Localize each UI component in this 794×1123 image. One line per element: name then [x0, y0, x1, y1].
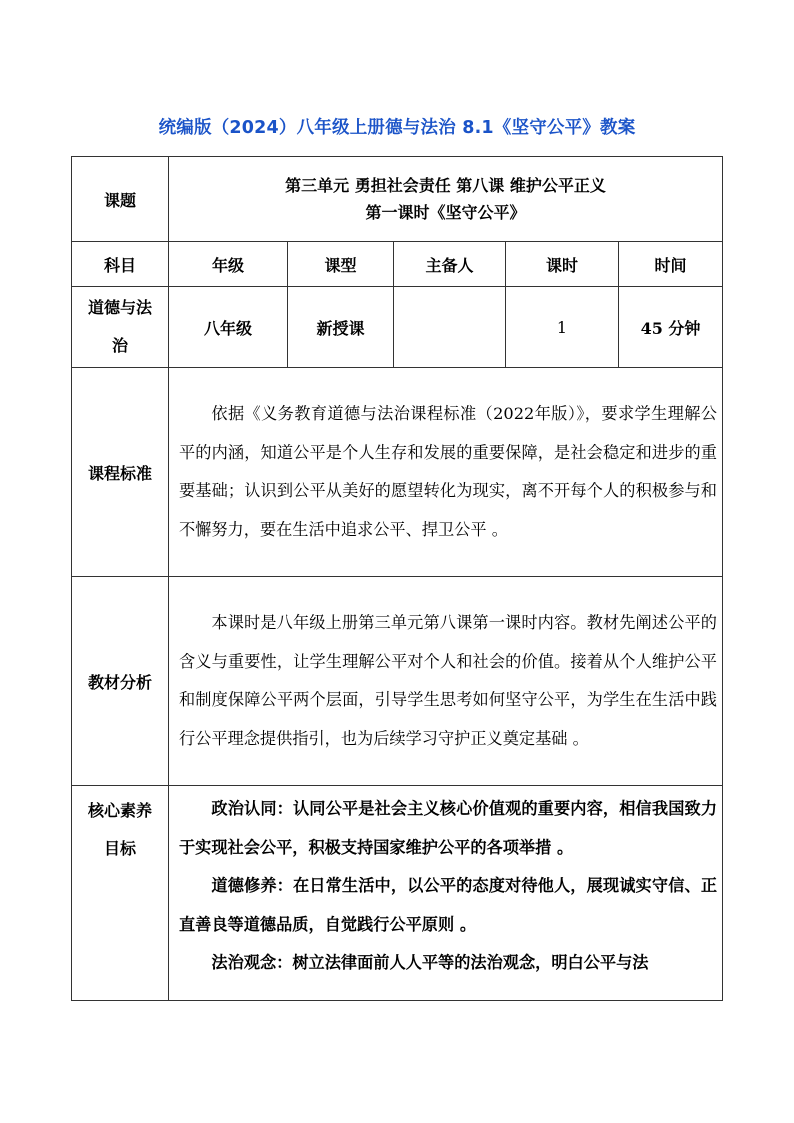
lesson-plan-table — [71, 156, 723, 1001]
goal-law-lead: 法治观念： — [211, 953, 293, 972]
goal-political-text: 认同公平是社会主义核心价值观的重要内容，相信我国致力于实现社会公平，积极支持国家维护公平的各项举措 。 — [179, 799, 718, 857]
page-title: 统编版（2024）八年级上册德与法治 8.1《坚守公平》教案 — [158, 118, 636, 138]
analysis-cell — [169, 577, 723, 786]
analysis-label: 教材分析 — [72, 577, 169, 786]
subject-value — [72, 287, 169, 368]
analysis-text: 本课时是八年级上册第三单元第八课第一课时内容。教材先阐述公平的含义与重要性，让学生理解公平对个人和社会的价值。接着从个人维护公平和制度保障公平两个层面，引导学生思考如何坚守公平，为学生在生活中践行公平理念提供指引，也为后续学习守护正义奠定基础 。 — [179, 613, 717, 748]
header-duration: 时间 — [619, 242, 723, 287]
header-preparer: 主备人 — [394, 242, 506, 287]
topic-row — [72, 157, 723, 242]
header-type: 课型 — [288, 242, 394, 287]
goals-label-line-2: 目标 — [103, 839, 136, 858]
goals-label-line-1: 核心素养 — [87, 801, 152, 820]
goal-moral-lead: 道德修养： — [211, 876, 293, 895]
topic-label: 课题 — [72, 157, 169, 242]
header-row — [72, 242, 723, 287]
periods-value: 1 — [506, 287, 619, 368]
goal-political — [179, 790, 717, 867]
subject-line-1: 道德与法 — [87, 298, 152, 317]
duration-value: 45 分钟 — [619, 287, 723, 368]
goals-label — [72, 786, 169, 1001]
goal-law — [179, 944, 717, 983]
goal-law-text: 树立法律面前人人平等的法治观念，明白公平与法 — [292, 953, 649, 972]
header-grade: 年级 — [169, 242, 288, 287]
header-periods: 课时 — [506, 242, 619, 287]
subject-line-2: 治 — [111, 336, 128, 355]
standard-row — [72, 368, 723, 577]
topic-value — [169, 157, 723, 242]
preparer-value — [394, 287, 506, 368]
goal-moral — [179, 867, 717, 944]
standard-text: 依据《义务教育道德与法治课程标准（2022年版）》，要求学生理解公平的内涵，知道公平是个人生存和发展的重要保障，是社会稳定和进步的重要基础；认识到公平从美好的愿望转化为现实，离不开每个人的积极参与和不懈努力，要在生活中追求公平、捍卫公平 。 — [179, 404, 717, 539]
value-row — [72, 287, 723, 368]
header-subject: 科目 — [72, 242, 169, 287]
type-value: 新授课 — [288, 287, 394, 368]
goals-row — [72, 786, 723, 1001]
standard-label: 课程标准 — [72, 368, 169, 577]
goal-moral-text: 在日常生活中，以公平的态度对待他人，展现诚实守信、正直善良等道德品质，自觉践行公平原则 。 — [179, 876, 718, 934]
grade-value: 八年级 — [169, 287, 288, 368]
goal-political-lead: 政治认同： — [211, 799, 293, 818]
analysis-row — [72, 577, 723, 786]
goals-cell — [169, 786, 723, 1001]
standard-cell — [169, 368, 723, 577]
topic-line-2: 第一课时《坚守公平》 — [365, 203, 526, 222]
topic-line-1: 第三单元 勇担社会责任 第八课 维护公平正义 — [285, 176, 606, 195]
